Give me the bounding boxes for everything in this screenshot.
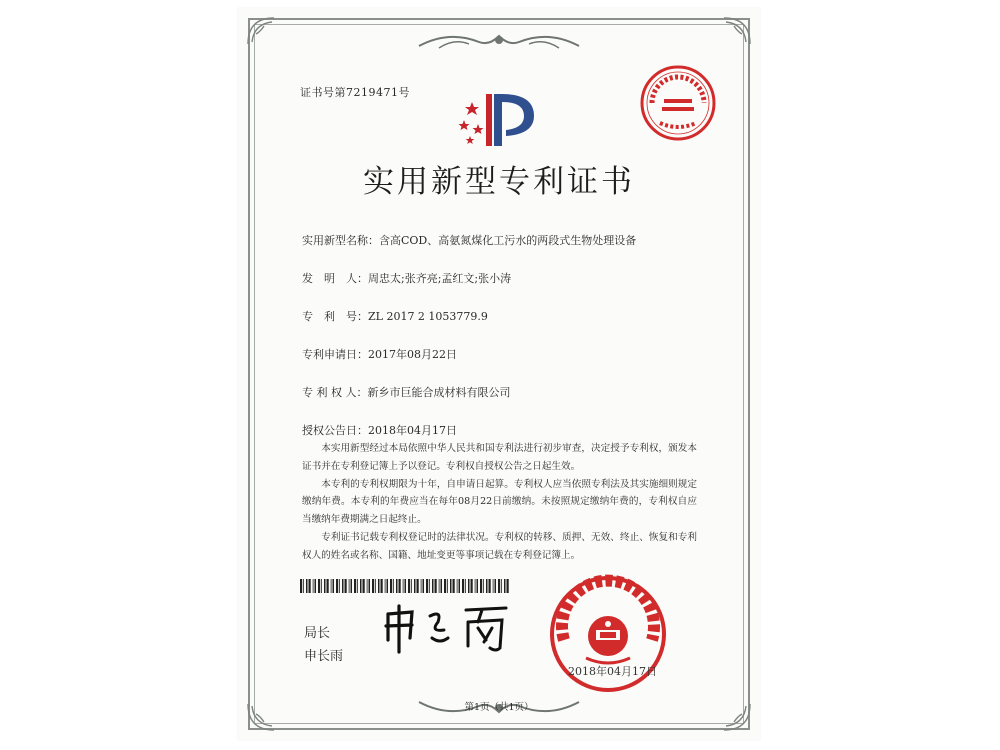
field-patent-number — [302, 308, 488, 324]
body-paragraph: 本专利的专利权期限为十年，自申请日起算。专利权人应当依照专利法及其实施细则规定缴纳年费。本专利的年费应当在每年08月22日前缴纳。未按照规定缴纳年费的，专利权自应当缴纳年费期满之日起终止。 — [302, 478, 697, 526]
field-value: ZL 2017 2 1053779.9 — [368, 310, 488, 323]
barcode-icon — [300, 579, 510, 593]
field-patentee — [302, 384, 511, 400]
field-label: 实用新型名称： — [302, 234, 379, 247]
field-grant-date — [302, 422, 457, 438]
field-label: 专利申请日： — [302, 348, 368, 361]
director-name: 申长雨 — [304, 649, 344, 664]
director-signature-icon — [378, 598, 518, 654]
body-paragraph: 专利证书记载专利权登记时的法律状况。专利权的转移、质押、无效、终止、恢复和专利权人的姓名或名称、国籍、地址变更等事项记载在专利登记簿上。 — [302, 531, 697, 561]
seal-date: 2018年04月17日 — [568, 665, 657, 678]
patent-office-logo-icon — [458, 90, 542, 150]
field-value: 2017年08月22日 — [368, 348, 457, 361]
certificate-number: 证书号第7219471号 — [300, 86, 410, 99]
field-label: 专 利 权 人： — [302, 386, 368, 399]
field-label: 授权公告日： — [302, 424, 368, 437]
field-value: 含高COD、高氨氮煤化工污水的两段式生物处理设备 — [379, 234, 637, 247]
field-value: 周忠太;张齐亮;孟红文;张小涛 — [368, 272, 512, 285]
corner-ornament-icon — [246, 16, 276, 46]
agency-seal-icon — [638, 63, 718, 143]
certificate-body-text — [302, 440, 697, 565]
field-label: 发 明 人： — [302, 272, 368, 285]
field-application-date — [302, 346, 457, 362]
body-paragraph: 本实用新型经过本局依照中华人民共和国专利法进行初步审查，决定授予专利权，颁发本证书并在专利登记簿上予以登记。专利权自授权公告之日起生效。 — [302, 443, 697, 472]
field-inventors — [302, 270, 511, 286]
corner-ornament-icon — [722, 16, 752, 46]
field-label: 专 利 号： — [302, 310, 368, 323]
page-number: 第1页（共1页） — [464, 702, 534, 713]
field-value: 2018年04月17日 — [368, 424, 457, 437]
director-title: 局长 — [304, 626, 331, 641]
top-ornament-icon — [409, 28, 589, 54]
certificate-sheet — [238, 8, 760, 740]
field-value: 新乡市巨能合成材料有限公司 — [367, 386, 511, 399]
certificate-title: 实用新型专利证书 — [363, 164, 635, 200]
field-utility-model-name — [302, 232, 636, 248]
